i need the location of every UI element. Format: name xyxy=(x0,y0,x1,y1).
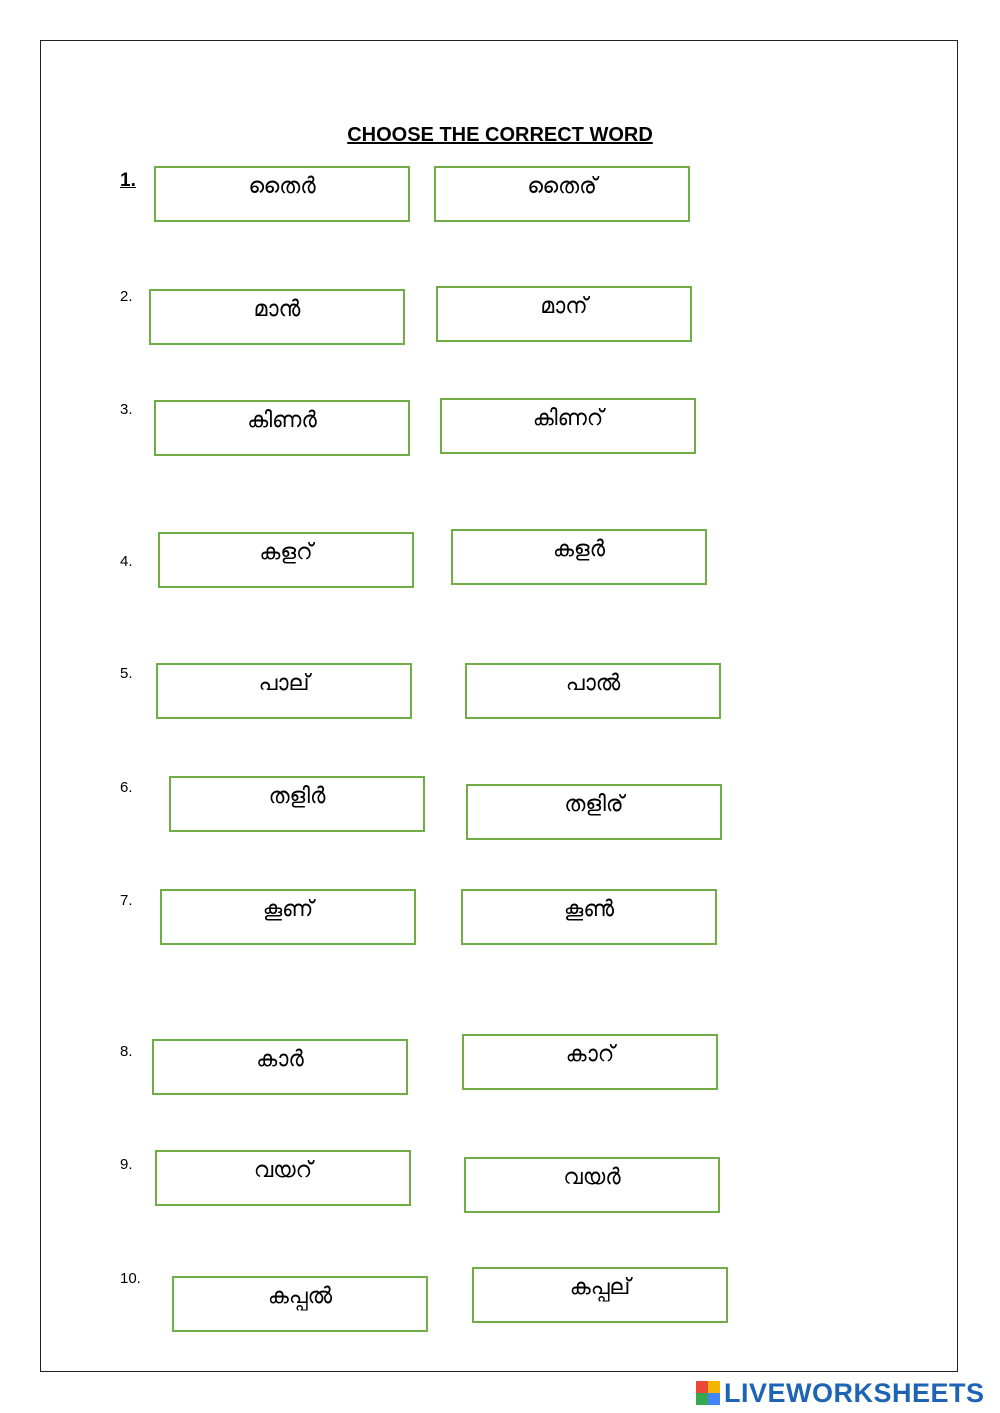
question-number: 3. xyxy=(120,401,133,418)
logo-tile-i xyxy=(708,1381,720,1393)
answer-option-right[interactable]: കപ്പല് xyxy=(472,1267,728,1323)
question-number: 10. xyxy=(120,1270,141,1287)
answer-option-left[interactable]: തൈർ xyxy=(154,166,410,222)
answer-option-right[interactable]: തളിര് xyxy=(466,784,722,840)
answer-option-left[interactable]: കപ്പൽ xyxy=(172,1276,428,1332)
answer-option-right[interactable]: കാറ് xyxy=(462,1034,718,1090)
question-number: 8. xyxy=(120,1043,133,1060)
question-number: 4. xyxy=(120,553,133,570)
liveworksheets-logo-icon xyxy=(696,1381,720,1405)
worksheet-title: CHOOSE THE CORRECT WORD xyxy=(347,124,653,146)
answer-option-right[interactable]: തൈര് xyxy=(434,166,690,222)
answer-option-right[interactable]: പാൽ xyxy=(465,663,721,719)
answer-option-right[interactable]: കൂൺ xyxy=(461,889,717,945)
question-number: 5. xyxy=(120,665,133,682)
answer-option-left[interactable]: വയറ് xyxy=(155,1150,411,1206)
question-number: 6. xyxy=(120,779,133,796)
answer-option-left[interactable]: മാൻ xyxy=(149,289,405,345)
answer-option-left[interactable]: പാല് xyxy=(156,663,412,719)
question-number: 7. xyxy=(120,892,133,909)
answer-option-left[interactable]: കാർ xyxy=(152,1039,408,1095)
answer-option-right[interactable]: കളർ xyxy=(451,529,707,585)
answer-option-right[interactable]: കിണറ് xyxy=(440,398,696,454)
question-number: 2. xyxy=(120,288,133,305)
question-number: 9. xyxy=(120,1156,133,1173)
logo-tile-l xyxy=(696,1381,708,1393)
answer-option-right[interactable]: മാന് xyxy=(436,286,692,342)
logo-tile-e xyxy=(708,1393,720,1405)
liveworksheets-logo xyxy=(696,1376,985,1410)
question-number: 1. xyxy=(120,170,136,191)
answer-option-left[interactable]: തളിർ xyxy=(169,776,425,832)
logo-tile-v xyxy=(696,1393,708,1405)
answer-option-left[interactable]: കൂണ് xyxy=(160,889,416,945)
brand-text: LIVEWORKSHEETS xyxy=(724,1377,985,1408)
answer-option-left[interactable]: കളറ് xyxy=(158,532,414,588)
answer-option-left[interactable]: കിണർ xyxy=(154,400,410,456)
answer-option-right[interactable]: വയർ xyxy=(464,1157,720,1213)
